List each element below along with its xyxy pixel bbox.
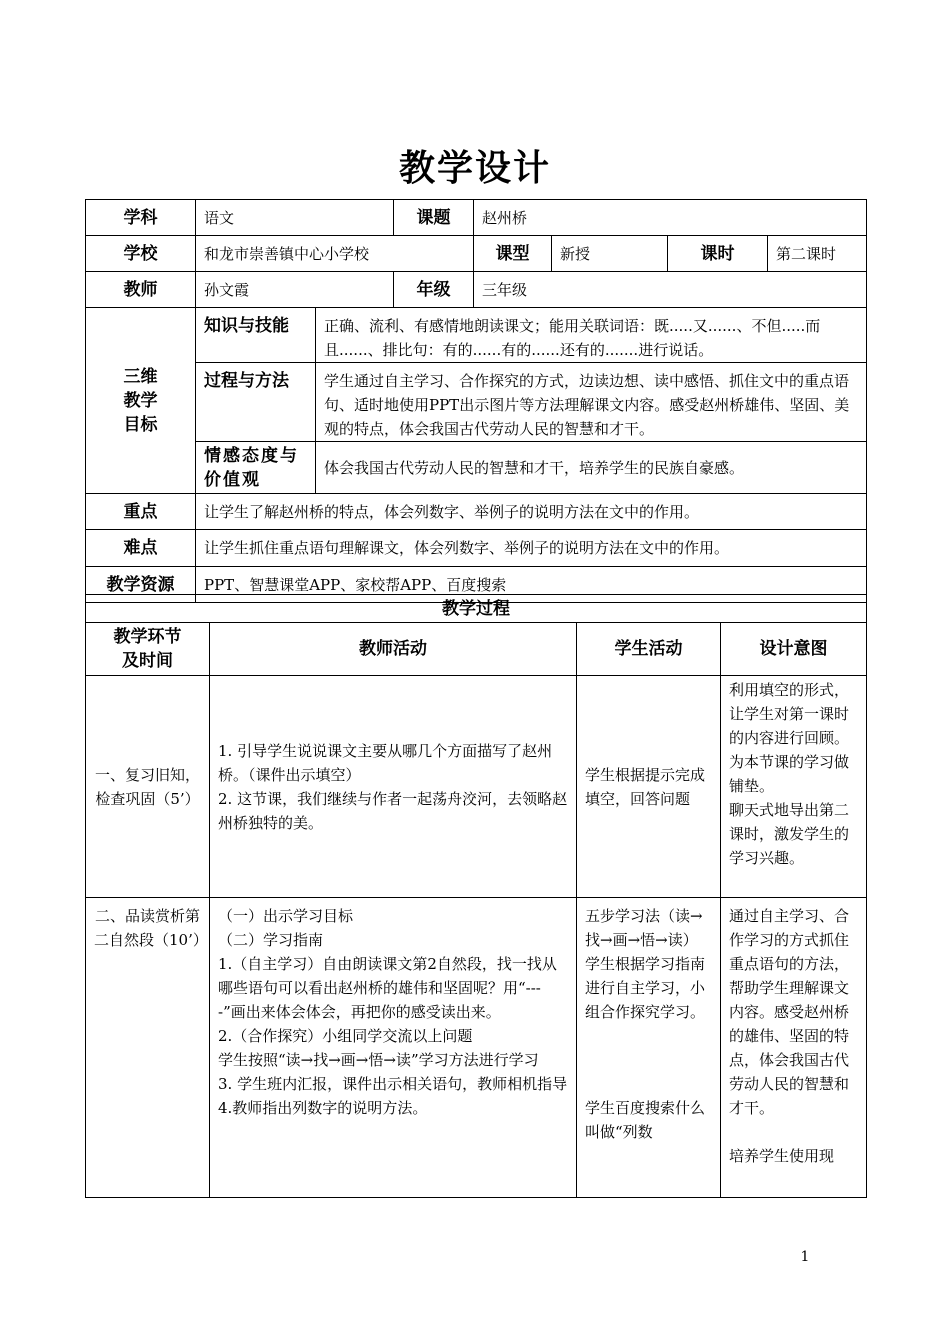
table-row — [86, 676, 867, 898]
period-label: 课时 — [668, 236, 768, 272]
row2-intent: 通过自主学习、合作学习的方式抓住重点语句的方法，帮助学生理解课文内容。感受赵州桥的雄伟、坚固的特点，体会我国古代劳动人民的智慧和才干。 培养学生使用现 — [721, 898, 867, 1198]
col-intent-header: 设计意图 — [721, 623, 867, 676]
row2-stage: 二、品读赏析第二自然段（10’） — [86, 898, 210, 1198]
subject-value: 语文 — [196, 200, 394, 236]
teacher-value: 孙文霞 — [196, 272, 394, 308]
page-title: 教学设计 — [398, 148, 551, 189]
goals-label: 三维 教学 目标 — [86, 308, 196, 494]
difficulty-text: 让学生抓住重点语句理解课文，体会列数字、举例子的说明方法在文中的作用。 — [196, 530, 867, 567]
topic-value: 赵州桥 — [474, 200, 867, 236]
school-value: 和龙市崇善镇中心小学校 — [196, 236, 474, 272]
row2-teacher: （一）出示学习目标 （二）学习指南 1.（自主学习）自由朗读课文第2自然段，找一找从哪些语句可以看出赵州桥的雄伟和坚固呢？用“----”画出来体会体会，再把你的感受读出来。 2.（合作探究）小组同学交流以上问题 学生按照“读→找→画→悟→读”学习方法进行学习 3. 学生班内汇报，课件出示相关语句，教师相机指导 4.教师指出列数字的说明方法。 — [210, 898, 577, 1198]
row1-student: 学生根据提示完成填空，回答问题 — [577, 676, 721, 898]
topic-label: 课题 — [394, 200, 474, 236]
col-teacher-header: 教师活动 — [210, 623, 577, 676]
period-value: 第二课时 — [768, 236, 867, 272]
key-point-text: 让学生了解赵州桥的特点，体会列数字、举例子的说明方法在文中的作用。 — [196, 494, 867, 530]
info-table — [85, 199, 867, 603]
type-value: 新授 — [552, 236, 668, 272]
emotion-label: 情感态度与价值观 — [196, 442, 316, 494]
table-row — [86, 898, 867, 1198]
type-label: 课型 — [474, 236, 552, 272]
process-label: 过程与方法 — [196, 363, 316, 442]
key-point-label: 重点 — [86, 494, 196, 530]
row1-stage: 一、复习旧知，检查巩固（5’） — [86, 676, 210, 898]
process-text: 学生通过自主学习、合作探究的方式，边读边想、读中感悟、抓住文中的重点语句、适时地使用PPT出示图片等方法理解课文内容。感受赵州桥雄伟、坚固、美观的特点，体会我国古代劳动人民的智慧和才干。 — [316, 363, 867, 442]
grade-value: 三年级 — [474, 272, 867, 308]
emotion-text: 体会我国古代劳动人民的智慧和才干，培养学生的民族自豪感。 — [316, 442, 867, 494]
row1-intent: 利用填空的形式，让学生对第一课时的内容进行回顾。为本节课的学习做铺垫。 聊天式地导出第二课时，激发学生的学习兴趣。 — [721, 676, 867, 898]
row1-teacher: 1. 引导学生说说课文主要从哪几个方面描写了赵州桥。（课件出示填空） 2. 这节课，我们继续与作者一起荡舟洨河，去领略赵州桥独特的美。 — [210, 676, 577, 898]
knowledge-label: 知识与技能 — [196, 308, 316, 363]
resources-text: PPT、智慧课堂APP、家校帮APP、百度搜索 — [196, 567, 867, 603]
knowledge-text: 正确、流利、有感情地朗读课文；能用关联词语：既.....又......、不但.....而且......、排比句：有的......有的......还有的.......进行说话。 — [316, 308, 867, 363]
school-label: 学校 — [86, 236, 196, 272]
teacher-label: 教师 — [86, 272, 196, 308]
process-section-title: 教学过程 — [86, 595, 867, 623]
difficulty-label: 难点 — [86, 530, 196, 567]
row2-student: 五步学习法（读→找→画→悟→读） 学生根据学习指南进行自主学习，小组合作探究学习。 学生百度搜索什么叫做“列数 — [577, 898, 721, 1198]
subject-label: 学科 — [86, 200, 196, 236]
col-stage-header: 教学环节 及时间 — [86, 623, 210, 676]
resources-label: 教学资源 — [86, 567, 196, 603]
grade-label: 年级 — [394, 272, 474, 308]
process-table — [85, 594, 867, 1198]
page-number: 1 — [800, 1249, 810, 1265]
col-student-header: 学生活动 — [577, 623, 721, 676]
